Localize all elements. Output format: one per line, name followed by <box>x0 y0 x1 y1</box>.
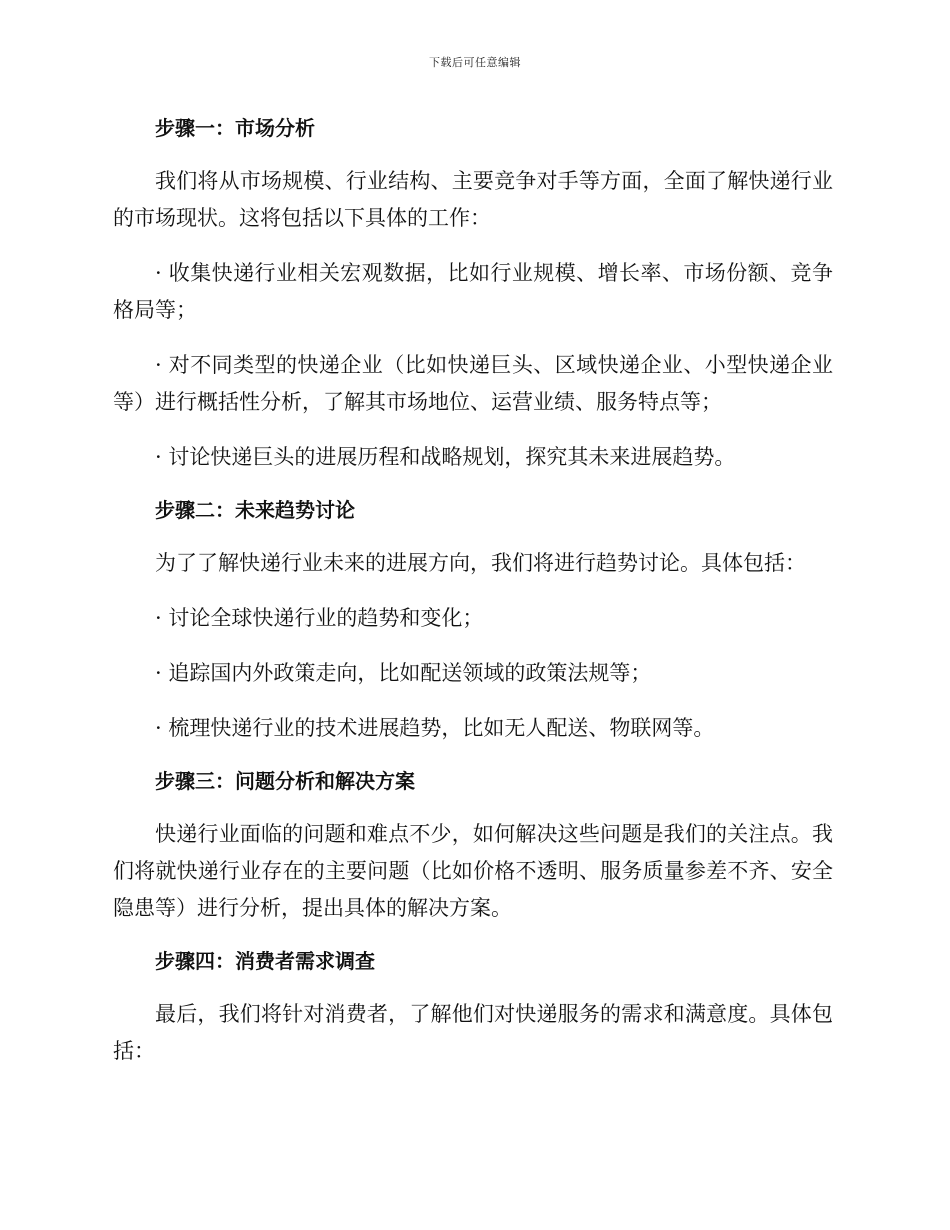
section-2-intro: 为了了解快递行业未来的进展方向，我们将进行趋势讨论。具体包括： <box>155 551 806 575</box>
page-header: 下载后可任意编辑 <box>429 56 521 69</box>
section-4-intro: 最后，我们将针对消费者，了解他们对快递服务的需求和满意度。具体包括： <box>113 1002 833 1063</box>
section-heading-2: 步骤二：未来趋势讨论 <box>155 498 355 522</box>
section-1-item: · 收集快递行业相关宏观数据，比如行业规模、增长率、市场份额、竞争格局等； <box>113 261 833 322</box>
document-body <box>113 112 833 1088</box>
section-heading-1: 步骤一：市场分析 <box>155 116 315 140</box>
section-heading-3: 步骤三：问题分析和解决方案 <box>155 769 415 793</box>
section-2-item: · 讨论全球快递行业的趋势和变化； <box>155 606 484 630</box>
section-3-intro: 快递行业面临的问题和难点不少，如何解决这些问题是我们的关注点。我们将就快递行业存在的主要问题（比如价格不透明、服务质量参差不齐、安全隐患等）进行分析，提出具体的解决方案。 <box>113 822 833 920</box>
section-2-item: · 梳理快递行业的技术进展趋势，比如无人配送、物联网等。 <box>155 716 715 740</box>
section-1-item: · 讨论快递巨头的进展历程和战略规划，探究其未来进展趋势。 <box>155 445 736 469</box>
section-1-intro: 我们将从市场规模、行业结构、主要竞争对手等方面，全面了解快递行业的市场现状。这将包括以下具体的工作： <box>113 169 833 230</box>
section-heading-4: 步骤四：消费者需求调查 <box>155 949 375 973</box>
section-1-item: · 对不同类型的快递企业（比如快递巨头、区域快递企业、小型快递企业等）进行概括性分析，了解其市场地位、运营业绩、服务特点等； <box>113 353 833 414</box>
section-2-item: · 追踪国内外政策走向，比如配送领域的政策法规等； <box>155 661 652 685</box>
